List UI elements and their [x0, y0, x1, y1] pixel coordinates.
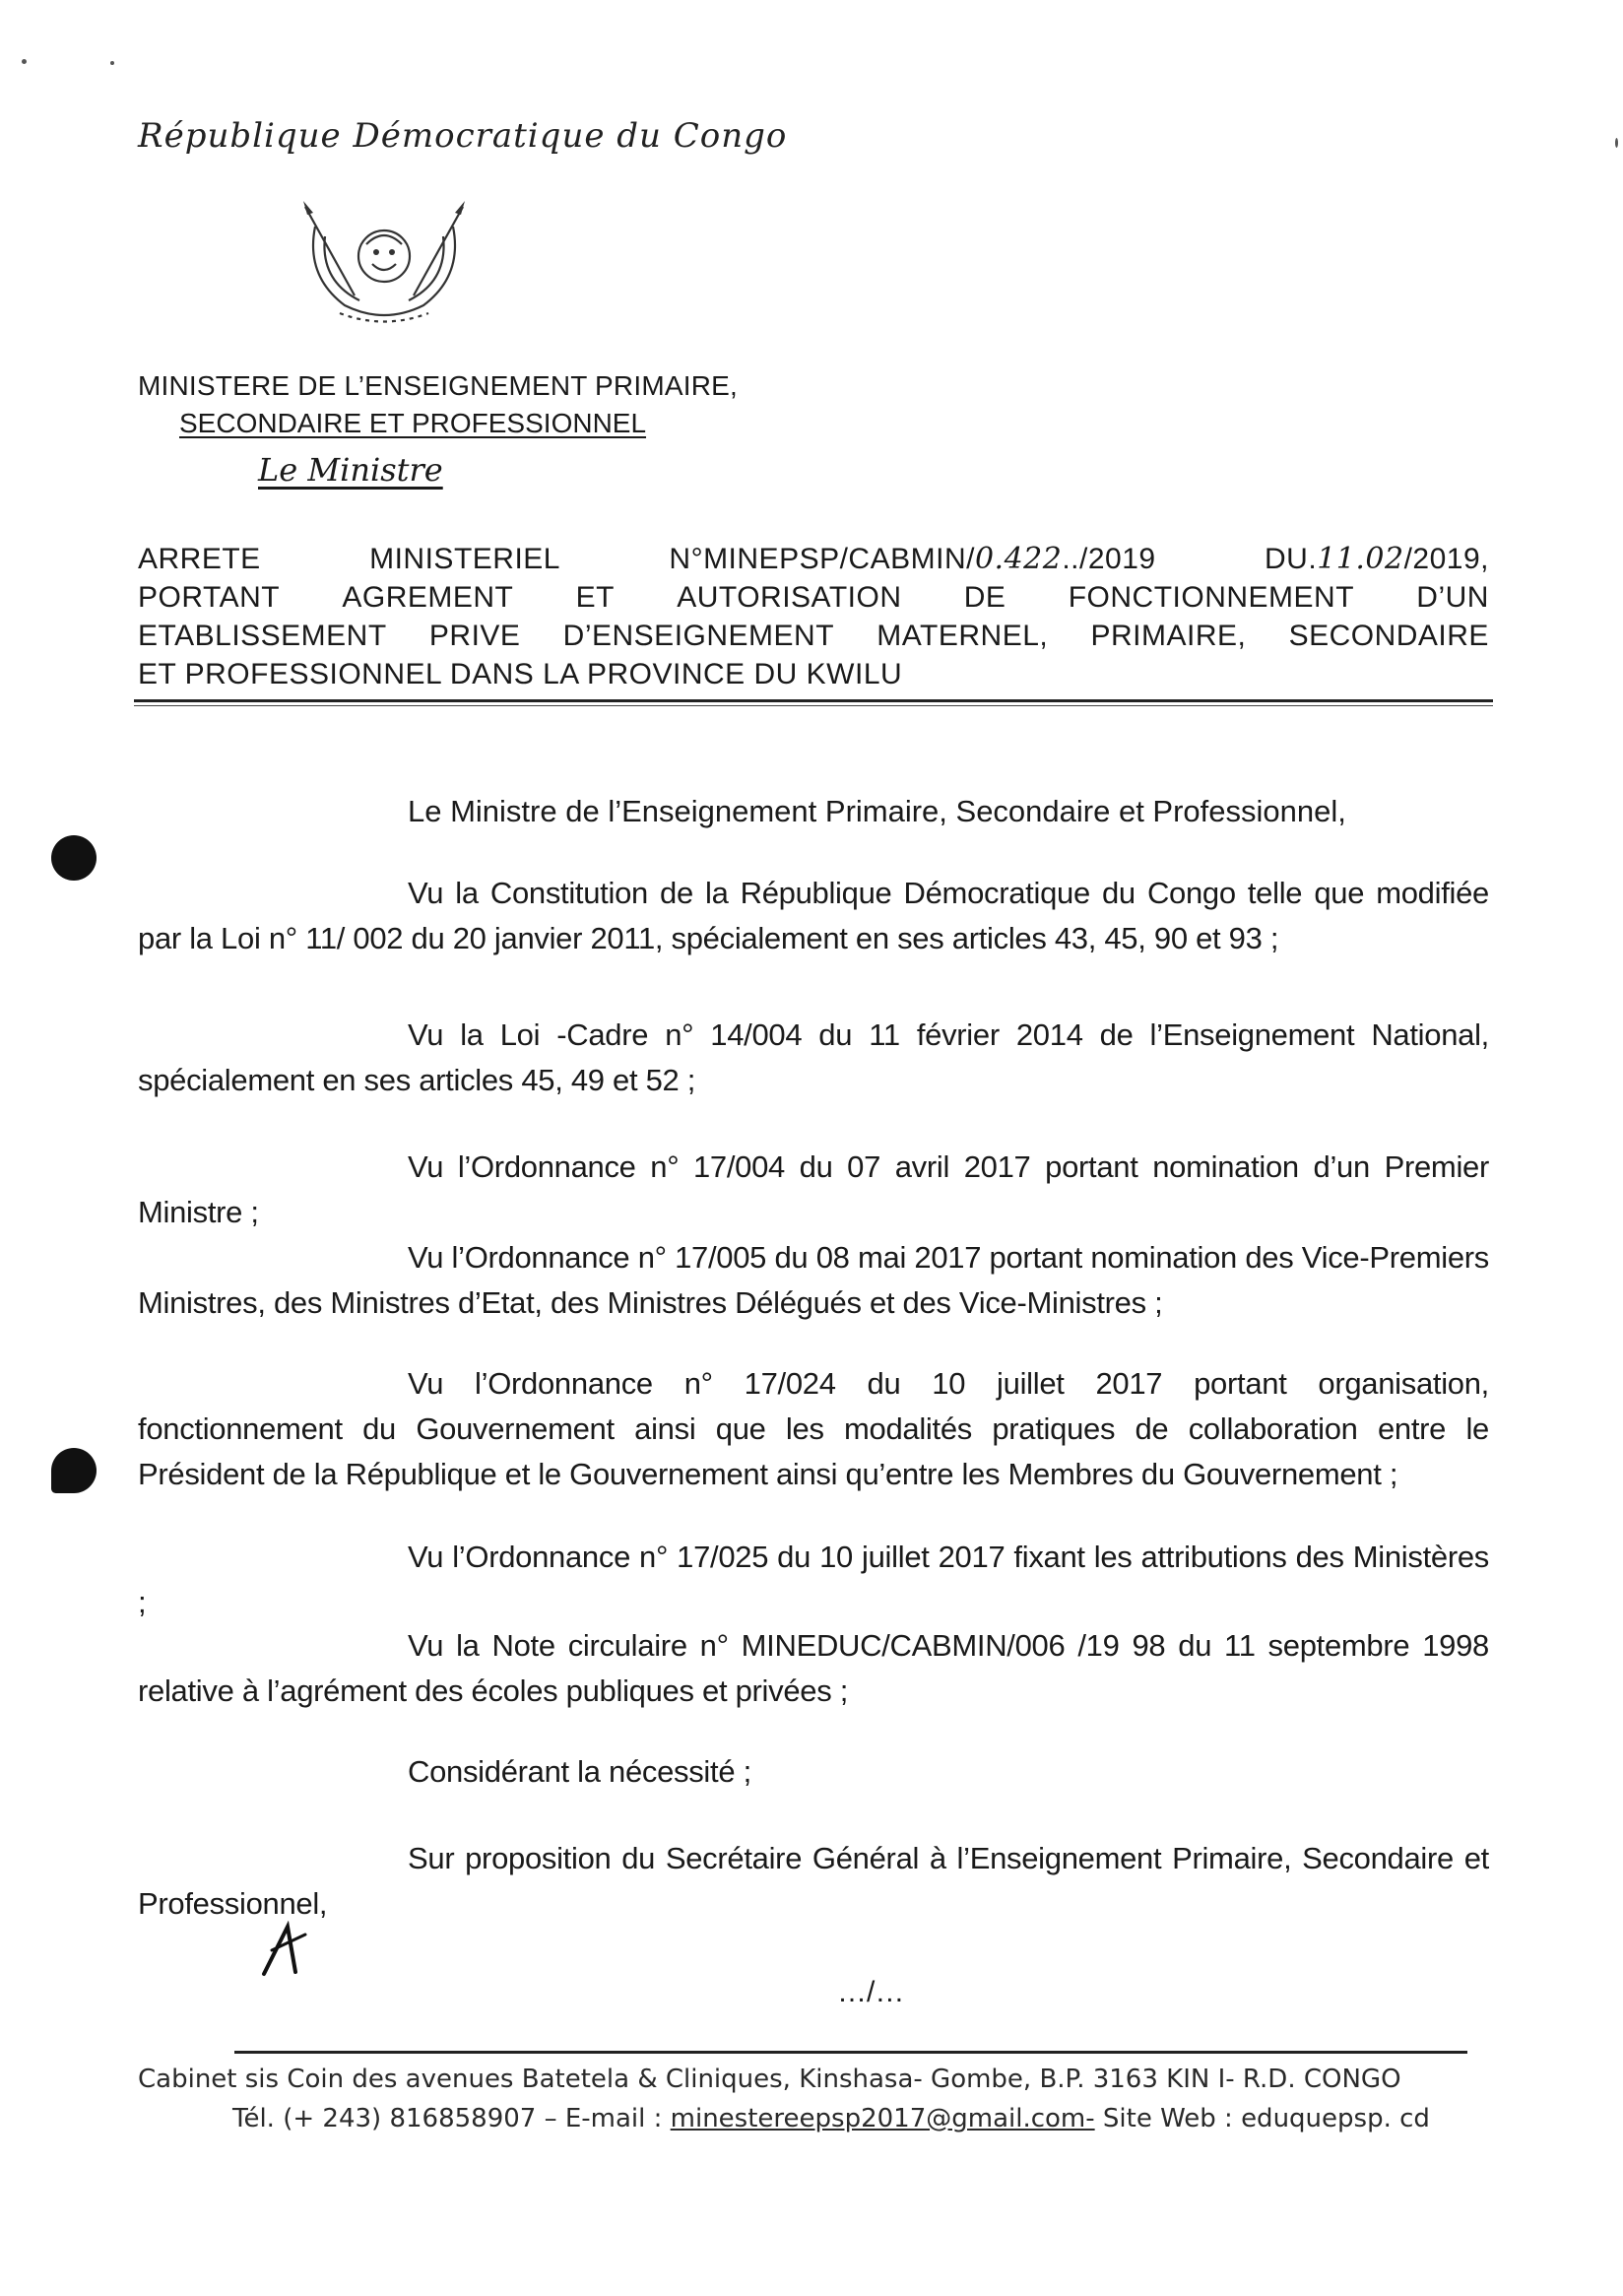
paragraph-constitution: Vu la Constitution de la République Démocratique du Congo telle que modifiée par la Loi n° 11/ 002 du 20 janvier 2011, spécialement en ses articles 43, 45, 90 et 93 ;: [138, 876, 1489, 955]
handwritten-tick-icon: [258, 1921, 317, 1978]
ministeriel-word: MINISTERIEL: [369, 543, 560, 575]
decree-title-line4: ET PROFESSIONNEL DANS LA PROVINCE DU KWILU: [138, 658, 903, 690]
punch-hole-mark-bottom: [51, 1448, 97, 1493]
paragraph-loi-cadre: Vu la Loi -Cadre n° 14/004 du 11 février 2014 de l’Enseignement National, spécialement en ses articles 45, 49 et 52 ;: [138, 1017, 1489, 1097]
minister-heading: Le Ministre de l’Enseignement Primaire, Secondaire et Professionnel,: [408, 794, 1346, 828]
ministry-name-line2: SECONDAIRE ET PROFESSIONNEL: [179, 408, 647, 438]
handwritten-date: 11.02: [1317, 542, 1404, 576]
footer-website: Site Web : eduquepsp. cd: [1102, 2104, 1430, 2133]
decree-number: N°MINEPSP/CABMIN/0.422../2019: [669, 542, 1156, 576]
title-divider: [134, 699, 1493, 702]
footer-divider: [234, 2051, 1467, 2054]
scan-speck: [22, 59, 27, 64]
paragraph-ordonnance-attributions: Vu l’Ordonnance n° 17/025 du 10 juillet 2017 fixant les attributions des Ministères ;: [138, 1540, 1489, 1619]
ministry-name-line1: MINISTERE DE L’ENSEIGNEMENT PRIMAIRE,: [138, 370, 738, 401]
paragraph-considerant: Considérant la nécessité ;: [408, 1754, 751, 1789]
decree-title-line3: ETABLISSEMENT PRIVE D’ENSEIGNEMENT MATERNEL, PRIMAIRE, SECONDAIRE: [138, 620, 1489, 652]
paragraph-note-circulaire: Vu la Note circulaire n° MINEDUC/CABMIN/006 /19 98 du 11 septembre 1998 relative à l’agrément des écoles publiques et privées ;: [138, 1628, 1489, 1708]
punch-hole-mark-top: [51, 835, 97, 881]
page-continuation-mark: …/…: [837, 1976, 905, 2008]
decree-date: DU.11.02/2019,: [1265, 542, 1489, 576]
title-divider-thin: [134, 705, 1493, 706]
footer-email-link[interactable]: minestereepsp2017@gmail.com-: [670, 2104, 1095, 2133]
handwritten-number: 0.422: [974, 542, 1063, 576]
arrete-word: ARRETE: [138, 543, 261, 575]
minister-signature-heading: Le Ministre: [258, 451, 443, 489]
paragraph-ordonnance-vice-ministres: Vu l’Ordonnance n° 17/005 du 08 mai 2017 portant nomination des Vice-Premiers Ministres, des Ministres d’Etat, des Ministres Délégués et des Vice-Ministres ;: [138, 1240, 1489, 1320]
scan-speck: [110, 61, 114, 65]
footer-address: Cabinet sis Coin des avenues Batetela & Cliniques, Kinshasa- Gombe, B.P. 3163 KIN I- R.D. CONGO: [138, 2065, 1401, 2094]
footer-phone: Tél. (+ 243) 816858907 – E-mail :: [232, 2104, 663, 2133]
paragraph-ordonnance-organisation: Vu l’Ordonnance n° 17/024 du 10 juillet 2017 portant organisation, fonctionnement du Gouvernement ainsi que les modalités pratiques de collaboration entre le Président de la République et le Gouvernement ainsi qu’entre les Membres du Gouvernement ;: [138, 1366, 1489, 1491]
decree-title-line1: [138, 540, 1489, 578]
coat-of-arms-emblem: [286, 187, 483, 335]
paragraph-proposition: Sur proposition du Secrétaire Général à l’Enseignement Primaire, Secondaire et Professionnel,: [138, 1841, 1489, 1921]
decree-title-line2: PORTANT AGREMENT ET AUTORISATION DE FONCTIONNEMENT D’UN: [138, 581, 1489, 614]
decree-title: [138, 540, 1489, 693]
paragraph-ordonnance-premier-ministre: Vu l’Ordonnance n° 17/004 du 07 avril 2017 portant nomination d’un Premier Ministre ;: [138, 1149, 1489, 1229]
scan-speck: [1615, 138, 1618, 148]
footer-contact: [232, 2104, 1430, 2133]
republic-heading: République Démocratique du Congo: [138, 116, 788, 156]
